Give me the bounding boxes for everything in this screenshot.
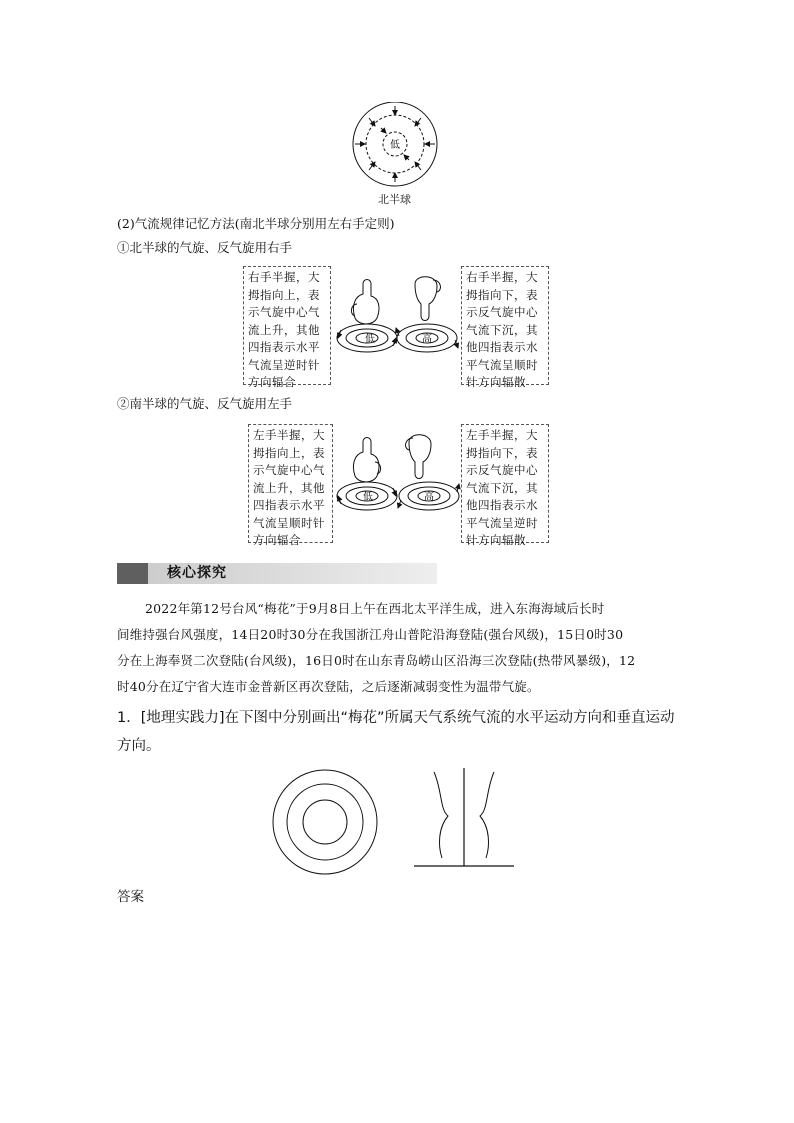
top-cyclone-figure — [345, 102, 445, 202]
vertical-motion-figure — [408, 766, 520, 870]
north-high-label: 高 — [422, 334, 432, 345]
top-figure-caption: 北半球 — [378, 193, 411, 206]
horizontal-motion-figure — [270, 766, 380, 876]
north-heading: ①北半球的气旋、反气旋用右手 — [117, 240, 293, 255]
section-title: 核心探究 — [167, 565, 227, 581]
south-high-label: 高 — [424, 492, 434, 503]
south-heading: ②南半球的气旋、反气旋用左手 — [117, 396, 293, 411]
passage-line-1: 2022年第12号台风“梅花”于9月8日上午在西北太平洋生成，进入东海海域后长时 — [145, 601, 605, 616]
south-left-box: 左手半握，大 拇指向上，表 示气旋中心气 流上升，其他 四指表示水平 气流呈顺时针 方向辐合 — [248, 424, 333, 543]
method-title: (2)气流规律记忆方法(南北半球分别用左右手定则) — [117, 216, 395, 231]
top-low-label: 低 — [390, 140, 400, 151]
north-left-box: 右手半握，大 拇指向上，表 示气旋中心气 流上升，其他 四指表示水平 气流呈逆时针 方向辐合 — [243, 266, 331, 385]
south-right-box: 左手半握，大 拇指向下，表 示反气旋中心 气流下沉，其 他四指表示水 平气流呈逆时 针方向辐散 — [461, 424, 549, 543]
section-header-accent — [117, 563, 148, 584]
south-hands-figure — [335, 428, 461, 524]
passage-line-2: 间维持强台风强度，14日20时30分在我国浙江舟山普陀沿海登陆(强台风级)，15日0时30 — [117, 627, 624, 642]
question-line-1: 1．[地理实践力]在下图中分别画出“梅花”所属天气系统气流的水平运动方向和垂直运动 — [117, 710, 675, 726]
section-header — [117, 563, 437, 584]
north-low-label: 低 — [365, 334, 375, 345]
question-line-2: 方向。 — [117, 738, 161, 754]
north-hands-figure — [333, 270, 461, 366]
north-right-box: 右手半握，大 拇指向下，表 示反气旋中心 气流下沉，其 他四指表示水 平气流呈顺时 针方向辐散 — [461, 266, 549, 385]
south-low-label: 低 — [363, 492, 373, 503]
answer-label: 答案 — [117, 889, 144, 905]
passage-line-3: 分在上海奉贤二次登陆(台风级)，16日0时在山东青岛崂山区沿海三次登陆(热带风暴级)，12 — [117, 653, 636, 668]
passage-line-4: 时40分在辽宁省大连市金普新区再次登陆，之后逐渐减弱变性为温带气旋。 — [117, 679, 540, 694]
